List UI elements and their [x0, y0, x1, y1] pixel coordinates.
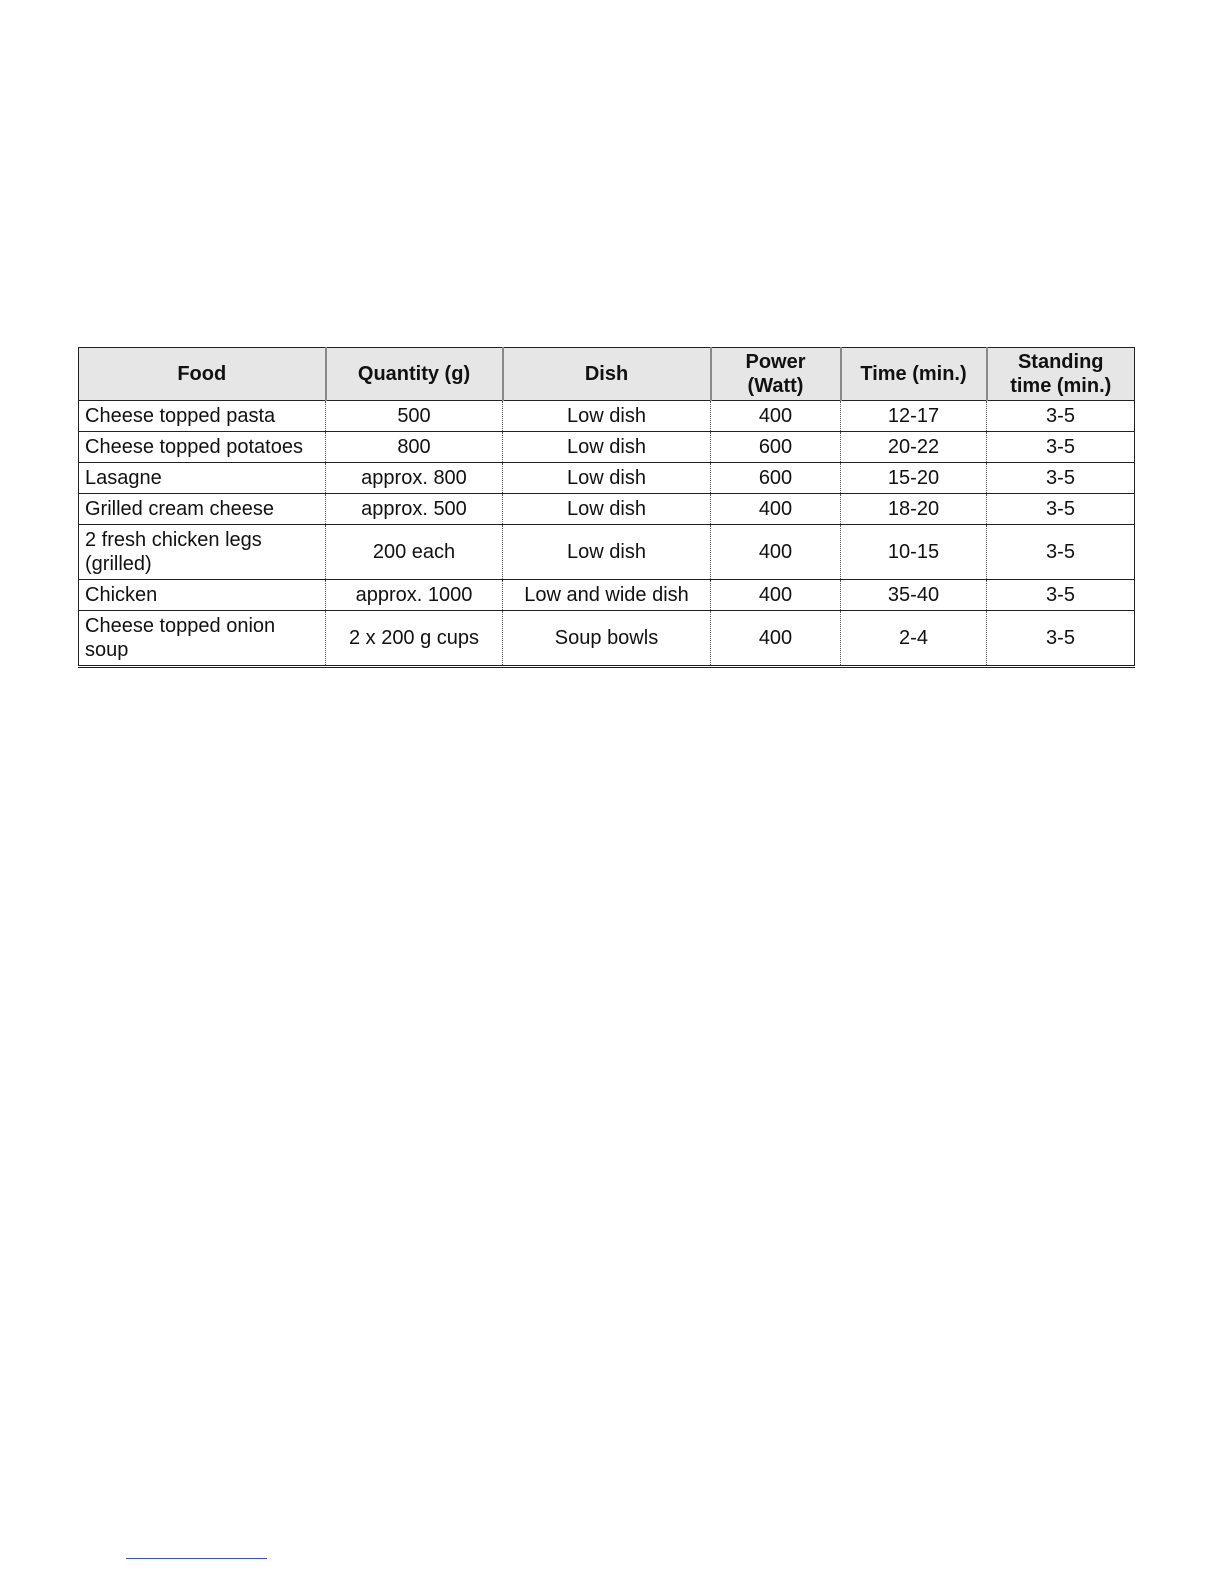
cell-power: 400: [711, 401, 841, 432]
cell-quantity: 800: [326, 432, 503, 463]
table-row: [79, 463, 1135, 494]
cell-standing: 3-5: [987, 432, 1135, 463]
cell-time: 20-22: [841, 432, 987, 463]
footnote-divider: [126, 1558, 267, 1559]
cell-standing: 3-5: [987, 463, 1135, 494]
cell-dish: Low dish: [503, 432, 711, 463]
cell-time: 15-20: [841, 463, 987, 494]
cell-dish: Low and wide dish: [503, 580, 711, 611]
header-power: Power (Watt): [711, 348, 841, 401]
cell-time: 10-15: [841, 525, 987, 580]
cell-quantity: approx. 500: [326, 494, 503, 525]
cell-dish: Soup bowls: [503, 611, 711, 667]
header-time: Time (min.): [841, 348, 987, 401]
cell-power: 400: [711, 611, 841, 667]
table-row: [79, 401, 1135, 432]
cell-power: 400: [711, 525, 841, 580]
cell-standing: 3-5: [987, 580, 1135, 611]
cell-food: Lasagne: [79, 463, 326, 494]
cell-food: Cheese topped onion soup: [79, 611, 326, 667]
cell-time: 12-17: [841, 401, 987, 432]
cell-quantity: 2 x 200 g cups: [326, 611, 503, 667]
cell-standing: 3-5: [987, 494, 1135, 525]
table-row: [79, 525, 1135, 580]
header-quantity: Quantity (g): [326, 348, 503, 401]
cell-quantity: approx. 800: [326, 463, 503, 494]
cell-time: 18-20: [841, 494, 987, 525]
cell-quantity: 500: [326, 401, 503, 432]
header-dish: Dish: [503, 348, 711, 401]
cell-power: 400: [711, 580, 841, 611]
table-row: [79, 580, 1135, 611]
cell-standing: 3-5: [987, 401, 1135, 432]
cell-dish: Low dish: [503, 463, 711, 494]
header-food: Food: [79, 348, 326, 401]
cell-dish: Low dish: [503, 525, 711, 580]
cell-food: Cheese topped potatoes: [79, 432, 326, 463]
header-standing: Standing time (min.): [987, 348, 1135, 401]
cell-standing: 3-5: [987, 525, 1135, 580]
cell-food: Grilled cream cheese: [79, 494, 326, 525]
cooking-table: [78, 347, 1135, 668]
cell-power: 600: [711, 432, 841, 463]
cell-food: 2 fresh chicken legs (grilled): [79, 525, 326, 580]
cell-quantity: approx. 1000: [326, 580, 503, 611]
cell-power: 600: [711, 463, 841, 494]
cell-standing: 3-5: [987, 611, 1135, 667]
table-row: [79, 494, 1135, 525]
header-row: [79, 348, 1135, 401]
table-row: [79, 432, 1135, 463]
cell-food: Chicken: [79, 580, 326, 611]
cell-time: 2-4: [841, 611, 987, 667]
table-row: [79, 611, 1135, 667]
cell-quantity: 200 each: [326, 525, 503, 580]
cell-dish: Low dish: [503, 494, 711, 525]
cell-dish: Low dish: [503, 401, 711, 432]
cell-time: 35-40: [841, 580, 987, 611]
cell-power: 400: [711, 494, 841, 525]
cell-food: Cheese topped pasta: [79, 401, 326, 432]
